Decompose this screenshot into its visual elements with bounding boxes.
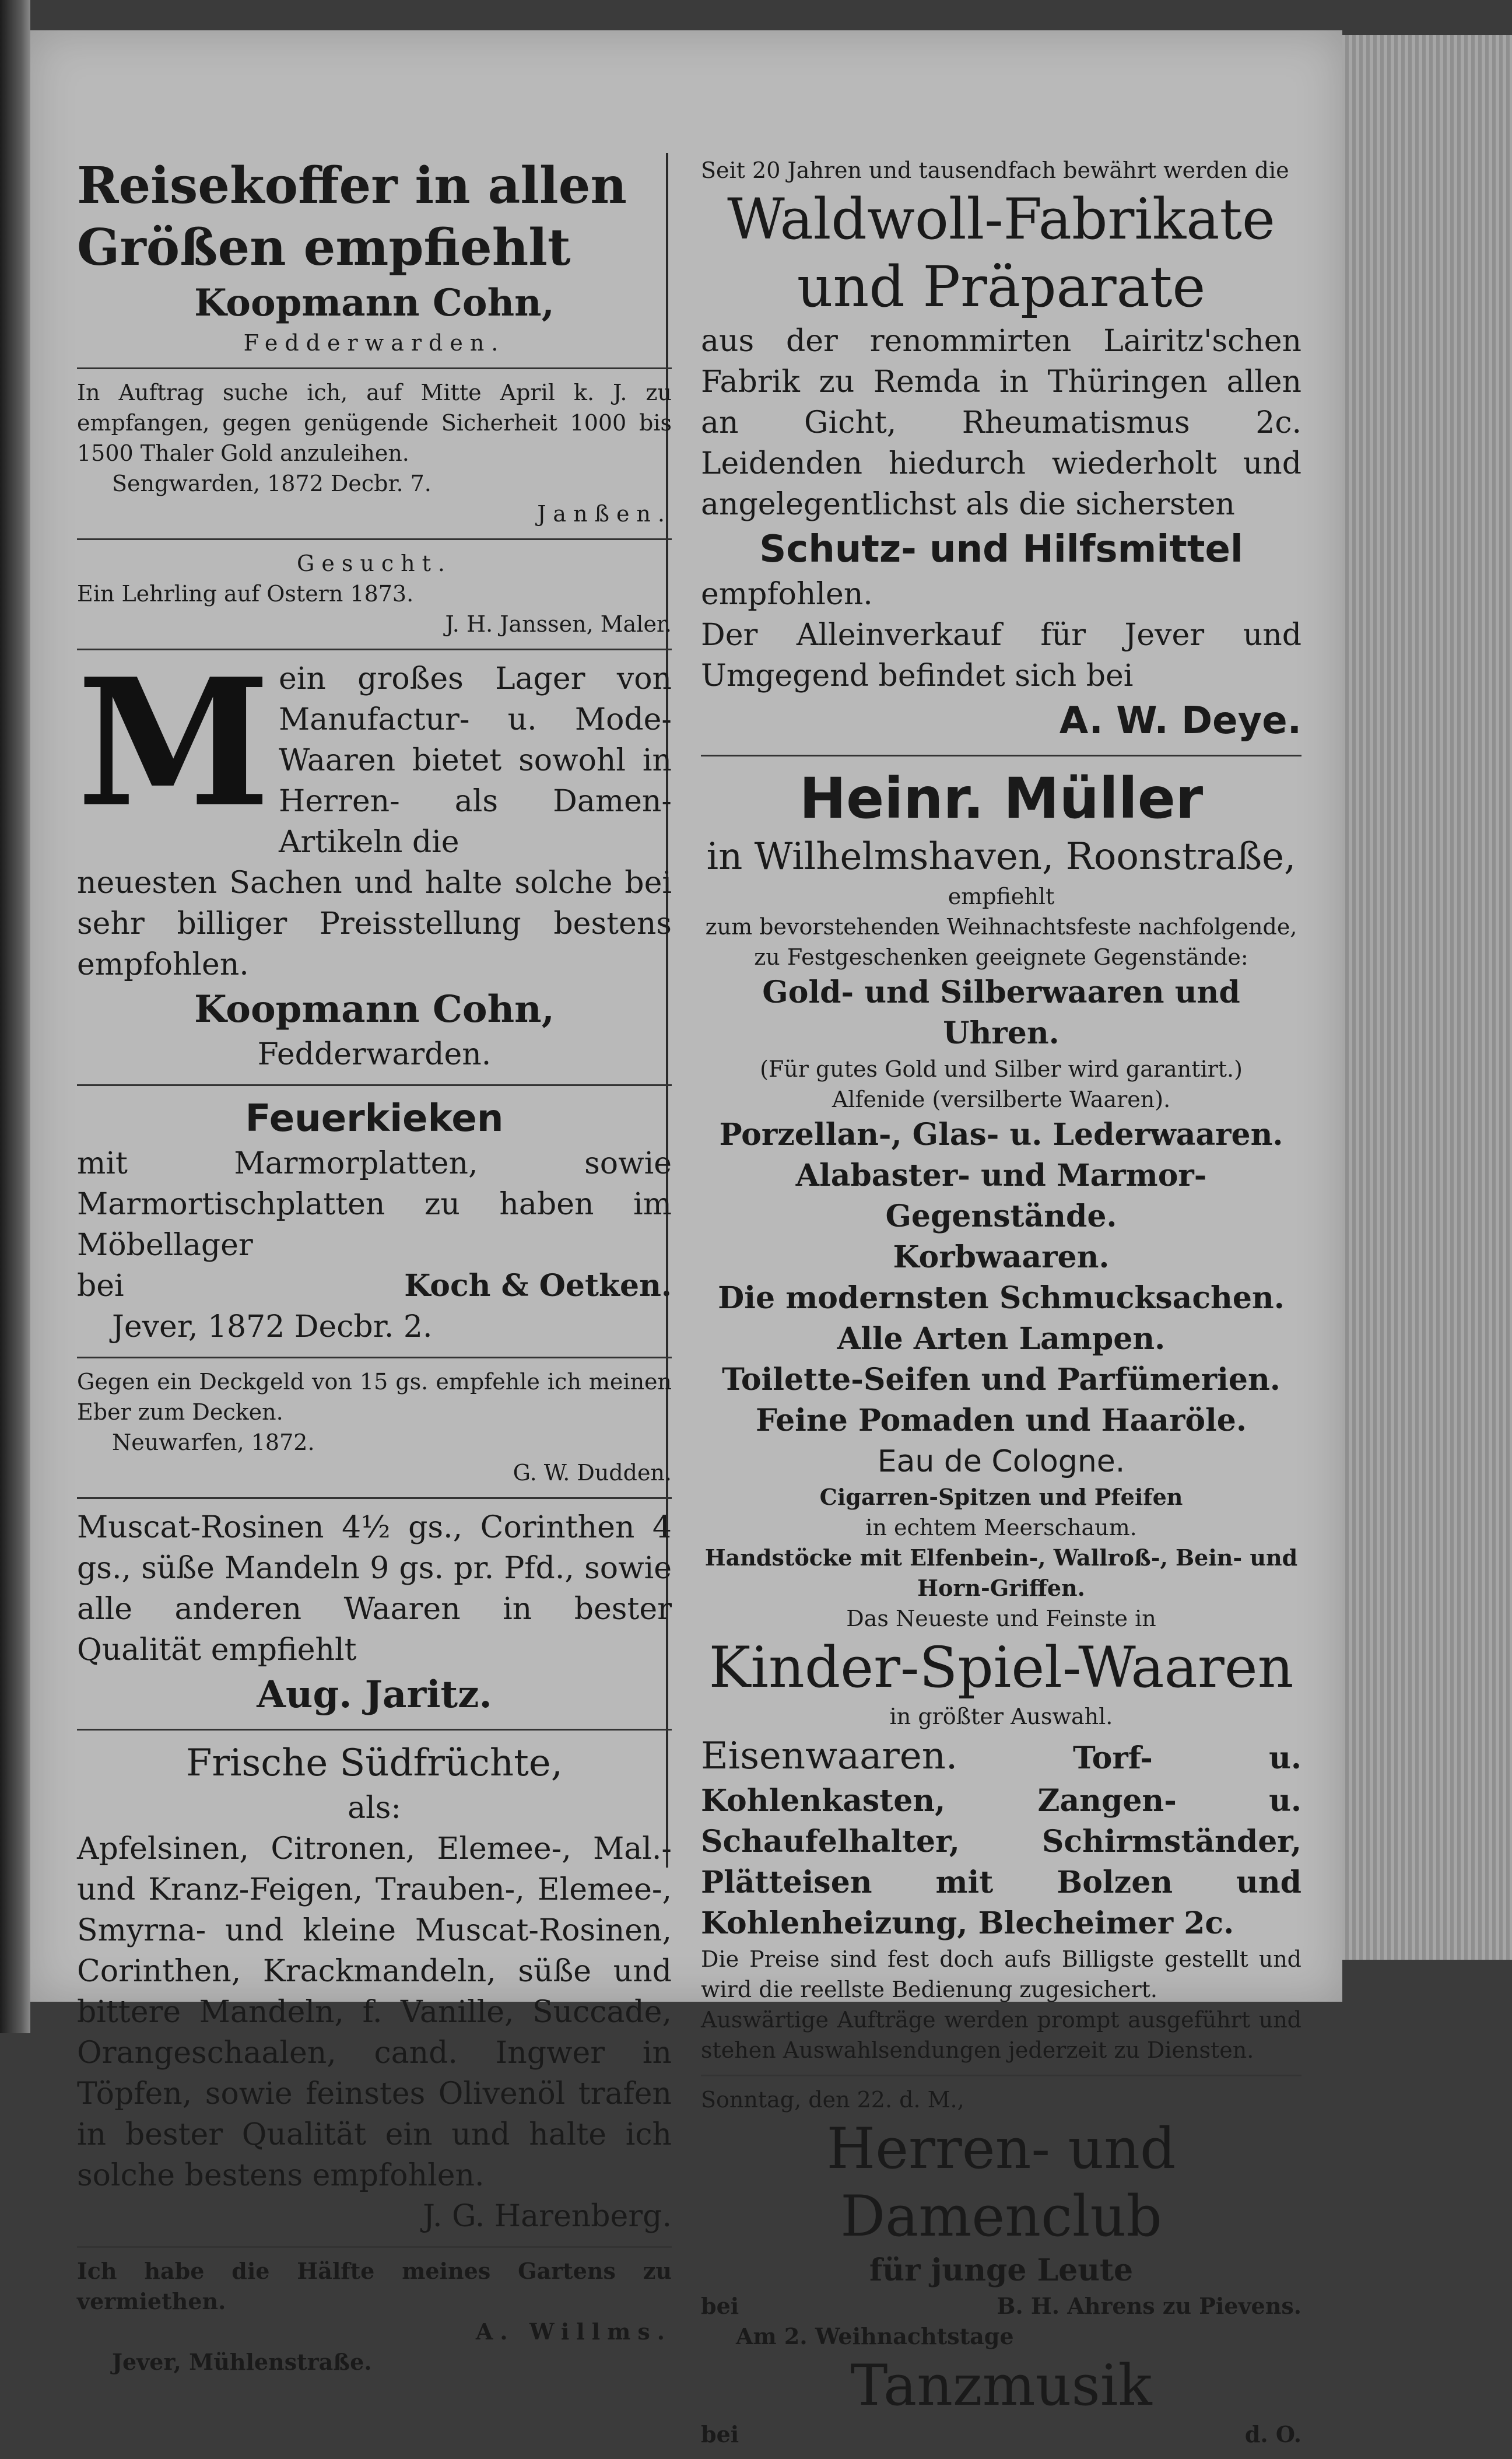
ad-text: Apfelsinen, Citronen, Elemee-, Mal.- und Kranz-Feigen, Trauben-, Elemee-, Smyrna- und kleine Muscat-Rosinen, Corinthen, Krackmandeln, süße und bittere Mandeln, f. Vanille, Succade, Orangeschaalen, cand. Ingwer in Töpfen, sowie feinstes Olivenöl trafen in bester Qualität ein und halte ich solche bestens empfohlen. xyxy=(77,1831,672,2193)
ad-text: Ich habe die Hälfte meines Gartens zu vermiethen. xyxy=(77,2258,672,2314)
ad-place: Fedderwarden. xyxy=(257,1037,492,1072)
ad-mueller xyxy=(701,756,1301,2076)
ad-sign: d. O. xyxy=(1244,2421,1301,2447)
ad-iron-title: Eisenwaaren. xyxy=(701,1735,958,1778)
ad-title: Frische Südfrüchte, xyxy=(185,1742,563,1785)
ad-firm: A. W. Deye. xyxy=(1059,699,1301,742)
ad-signature: Janßen. xyxy=(537,501,672,527)
ad-dateline: Neuwarfen, 1872. xyxy=(112,1430,315,1455)
ad-firm-row xyxy=(77,1266,672,1306)
ad-item: Gold- und Silberwaaren und Uhren. xyxy=(762,975,1240,1051)
ad-place: in Wilhelmshaven, Roonstraße, xyxy=(706,835,1296,878)
ad-dateline: Sengwarden, 1872 Decbr. 7. xyxy=(112,471,432,496)
ad-als: als: xyxy=(348,1791,401,1826)
ad-host: B. H. Ahrens zu Pievens. xyxy=(997,2293,1301,2319)
ad-merchant: Koopmann Cohn, xyxy=(194,987,555,1031)
ad-text: In Auftrag suche ich, auf Mitte April k. J. zu empfangen, gegen genügende Sicherheit 1000 bis 1500 Thaler Gold anzuleihen. xyxy=(77,380,672,466)
page-edges xyxy=(1331,35,1512,1960)
right-column xyxy=(701,147,1301,2459)
ad-signature: G. W. Dudden. xyxy=(513,1460,672,1486)
ad-firm: Koch & Oetken. xyxy=(404,1268,672,1304)
ad-intro: Seit 20 Jahren und tausendfach bewährt werden die xyxy=(701,157,1289,183)
ad-item: Feine Pomaden und Haaröle. xyxy=(756,1403,1247,1438)
ad-sign-row xyxy=(701,2419,1301,2450)
ad-suedfruechte xyxy=(77,1731,672,2248)
ad-title2: Tanzmusik xyxy=(850,2353,1152,2418)
ad-waldwoll xyxy=(701,147,1301,756)
ad-intro: empfiehlt xyxy=(948,884,1055,909)
ad-bei: bei xyxy=(701,2293,739,2319)
book-spine-shadow xyxy=(0,0,30,2033)
ad-item: Alabaster- und Marmor-Gegenstände. xyxy=(795,1158,1207,1234)
ad-item: Handstöcke mit Elfenbein-, Wallroß-, Bein- und Horn-Griffen. xyxy=(704,1544,1298,1601)
ad-item: Porzellan-, Glas- u. Lederwaaren. xyxy=(719,1117,1283,1153)
ad-item: in echtem Meerschaum. xyxy=(865,1515,1137,1540)
ad-club xyxy=(701,2076,1301,2459)
ad-intro: zum bevorstehenden Weihnachtsfeste nachfolgende, zu Festgeschenken geeignete Gegenstände: xyxy=(705,914,1297,970)
ad-merchant: Koopmann Cohn, xyxy=(194,281,555,325)
ad-prices: Die Preise sind fest doch aufs Billigste gestellt und wird die reellste Bedienung zugesichert. xyxy=(701,1946,1301,2002)
ad-manufactur xyxy=(77,640,672,1086)
ad-iron-text: Torf- u. Kohlenkasten, Zangen- u. Schaufelhalter, Schirmständer, Plätteisen mit Bolzen und Kohlenheizung, Blecheimer 2c. xyxy=(701,1740,1302,1941)
ad-text: Gegen ein Deckgeld von 15 gs. empfehle ich meinen Eber zum Decken. xyxy=(77,1369,672,1425)
ad-text: Muscat-Rosinen 4½ gs., Corinthen 4 gs., süße Mandeln 9 gs. pr. Pfd., sowie alle anderen Waaren in bester Qualität empfiehlt xyxy=(77,1510,672,1668)
ad-item: Eau de Cologne. xyxy=(877,1444,1125,1479)
newspaper-page xyxy=(30,30,1342,2447)
left-column xyxy=(77,147,672,2387)
ad-text: mit Marmorplatten, sowie Marmortischplatten zu haben im Möbellager xyxy=(77,1146,672,1263)
ad-loan xyxy=(77,369,672,540)
ad-highlight: Schutz- und Hilfsmittel xyxy=(759,528,1243,571)
ad-bei: bei xyxy=(77,1269,124,1304)
ad-reisekoffer xyxy=(77,147,672,369)
ad-text: Ein Lehrling auf Ostern 1873. xyxy=(77,581,414,607)
ad-title: Gesucht. xyxy=(297,551,452,576)
ad-item: Alle Arten Lampen. xyxy=(837,1321,1166,1357)
ad-text: aus der renommirten Lairitz'schen Fabrik zu Remda in Thüringen allen an Gicht, Rheumatismus 2c. Leidenden hiedurch wiederholt und angelegentlichst als die sichersten xyxy=(701,324,1301,522)
ad-text: Der Alleinverkauf für Jever und Umgegend befindet sich bei xyxy=(701,618,1301,693)
ad-item: (Für gutes Gold und Silber wird garantirt.) xyxy=(760,1056,1243,1082)
ad-toys-title: Kinder-Spiel-Waaren xyxy=(708,1635,1294,1700)
ad-day: Am 2. Weihnachtstage xyxy=(736,2323,1014,2349)
ad-item: Korbwaaren. xyxy=(893,1239,1110,1275)
ad-signature: J. G. Harenberg. xyxy=(423,2199,672,2234)
ad-bei: bei xyxy=(701,2421,739,2447)
ad-title: Waldwoll-Fabrikate und Präparate xyxy=(727,187,1275,320)
ad-rosinen xyxy=(77,1499,672,1731)
ad-signature: Aug. Jaritz. xyxy=(257,1673,492,1717)
ad-text: empfohlen. xyxy=(701,577,873,612)
ad-gesucht xyxy=(77,540,672,650)
ad-date: Sonntag, den 22. d. M., xyxy=(701,2087,964,2113)
ad-signature: A. Willms. xyxy=(475,2318,672,2345)
ad-host-row xyxy=(701,2291,1301,2321)
ad-place: Fedderwarden. xyxy=(243,330,506,356)
ad-signature: J. H. Janssen, Maler. xyxy=(445,611,672,637)
ad-feuerkieken xyxy=(77,1086,672,1358)
ad-dateline: Jever, 1872 Decbr. 2. xyxy=(112,1309,433,1344)
ad-title: Feuerkieken xyxy=(245,1097,504,1140)
ad-dateline: Jever, Mühlenstraße. xyxy=(112,2349,372,2375)
ad-title: Herren- und Damenclub xyxy=(826,2116,1176,2249)
ad-garten xyxy=(77,2248,672,2387)
ad-orders: Auswärtige Aufträge werden prompt ausgeführt und stehen Auswahlsendungen jederzeit zu Diensten. xyxy=(701,2007,1301,2063)
ad-item: Toilette-Seifen und Parfümerien. xyxy=(722,1362,1281,1397)
ad-iron xyxy=(701,1732,1301,1944)
ad-item: Das Neueste und Feinste in xyxy=(846,1606,1156,1631)
ad-toys-sub: in größter Auswahl. xyxy=(889,1704,1113,1729)
ad-item: Alfenide (versilberte Waaren). xyxy=(832,1087,1171,1112)
ad-sub: für junge Leute xyxy=(869,2253,1134,2288)
ad-text-wrapped: ein großes Lager von Manufactur- u. Mode-Waaren bietet sowohl in Herren- als Damen-Artikeln die xyxy=(279,661,672,860)
dropcap-letter: M xyxy=(77,640,271,846)
ad-text: neuesten Sachen und halte solche bei sehr billiger Preisstellung bestens empfohlen. xyxy=(77,866,672,982)
ad-eber xyxy=(77,1358,672,1499)
ad-headline: Reisekoffer in allen Größen empfiehlt xyxy=(77,156,627,277)
ad-item: Die modernsten Schmucksachen. xyxy=(718,1280,1285,1316)
ad-merchant: Heinr. Müller xyxy=(799,766,1204,831)
ad-item: Cigarren-Spitzen und Pfeifen xyxy=(819,1484,1183,1510)
